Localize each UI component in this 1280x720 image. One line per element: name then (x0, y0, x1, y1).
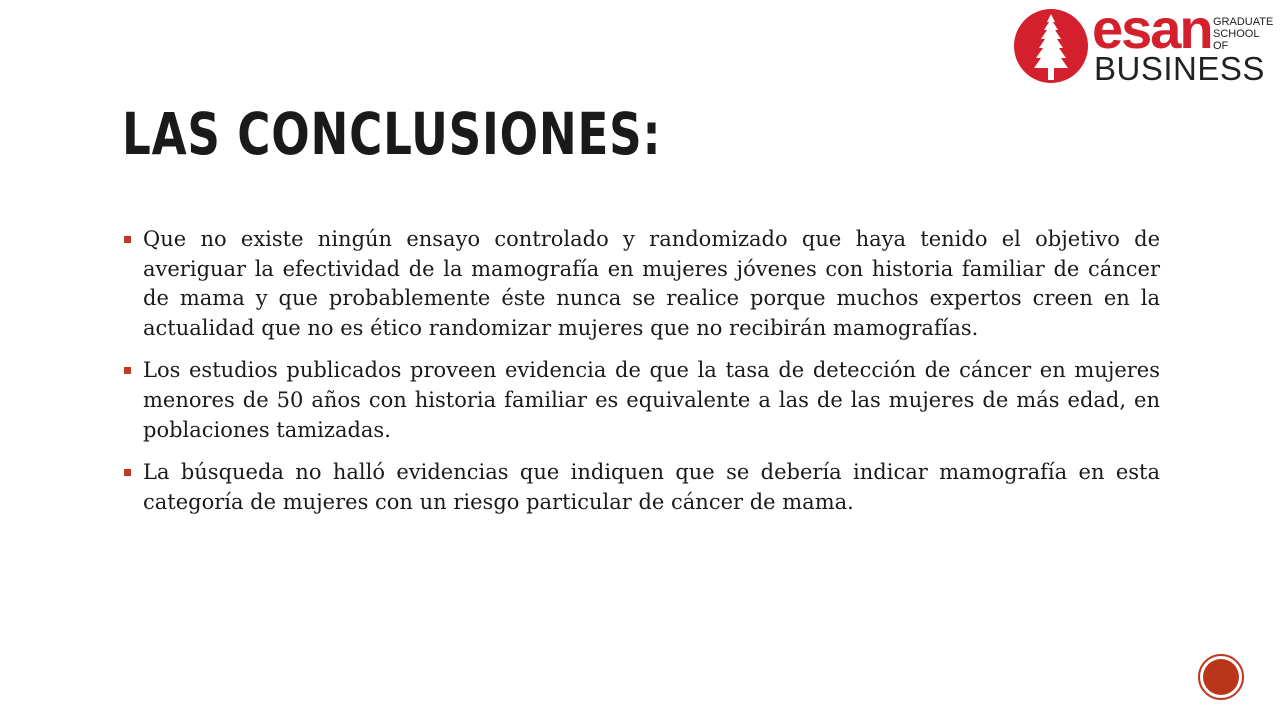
square-bullet-icon (124, 367, 131, 374)
esan-logo (1008, 0, 1280, 96)
logo-tagline (1213, 16, 1275, 52)
bullet-text: La búsqueda no halló evidencias que indiquen que se debería indicar mamografía en esta categoría de mujeres con un riesgo particular de cáncer de mama. (143, 460, 1160, 514)
nav-circle-icon (1203, 659, 1239, 695)
logo-tagline-line1: GRADUATE (1213, 16, 1274, 28)
logo-wordmark: esan (1092, 0, 1212, 60)
bullet-text: Que no existe ningún ensayo controlado y randomizado que haya tenido el objetivo de averiguar la efectividad de la mamografía en mujeres jóvenes con historia familiar de cáncer de mama y que probablemente éste nunca se realice porque muchos expertos creen en la actualidad que no es ético randomizar mujeres que no recibirán mamografías. (143, 227, 1160, 340)
bullet-text: Los estudios publicados proveen evidencia de que la tasa de detección de cáncer en mujeres menores de 50 años con historia familiar es equivalente a las de las mujeres de más edad, en poblaciones tamizadas. (143, 358, 1160, 442)
slide-title: LAS CONCLUSIONES: (122, 100, 662, 168)
bullet-item (122, 225, 1160, 343)
slide-nav-button[interactable] (1198, 654, 1244, 700)
bullet-item (122, 458, 1160, 517)
logo-tagline-line2: SCHOOL OF (1213, 28, 1260, 52)
square-bullet-icon (124, 236, 131, 243)
tree-icon (1008, 0, 1098, 96)
bullet-list (122, 225, 1160, 530)
logo-business: BUSINESS (1094, 50, 1265, 87)
square-bullet-icon (124, 469, 131, 476)
bullet-item (122, 356, 1160, 445)
